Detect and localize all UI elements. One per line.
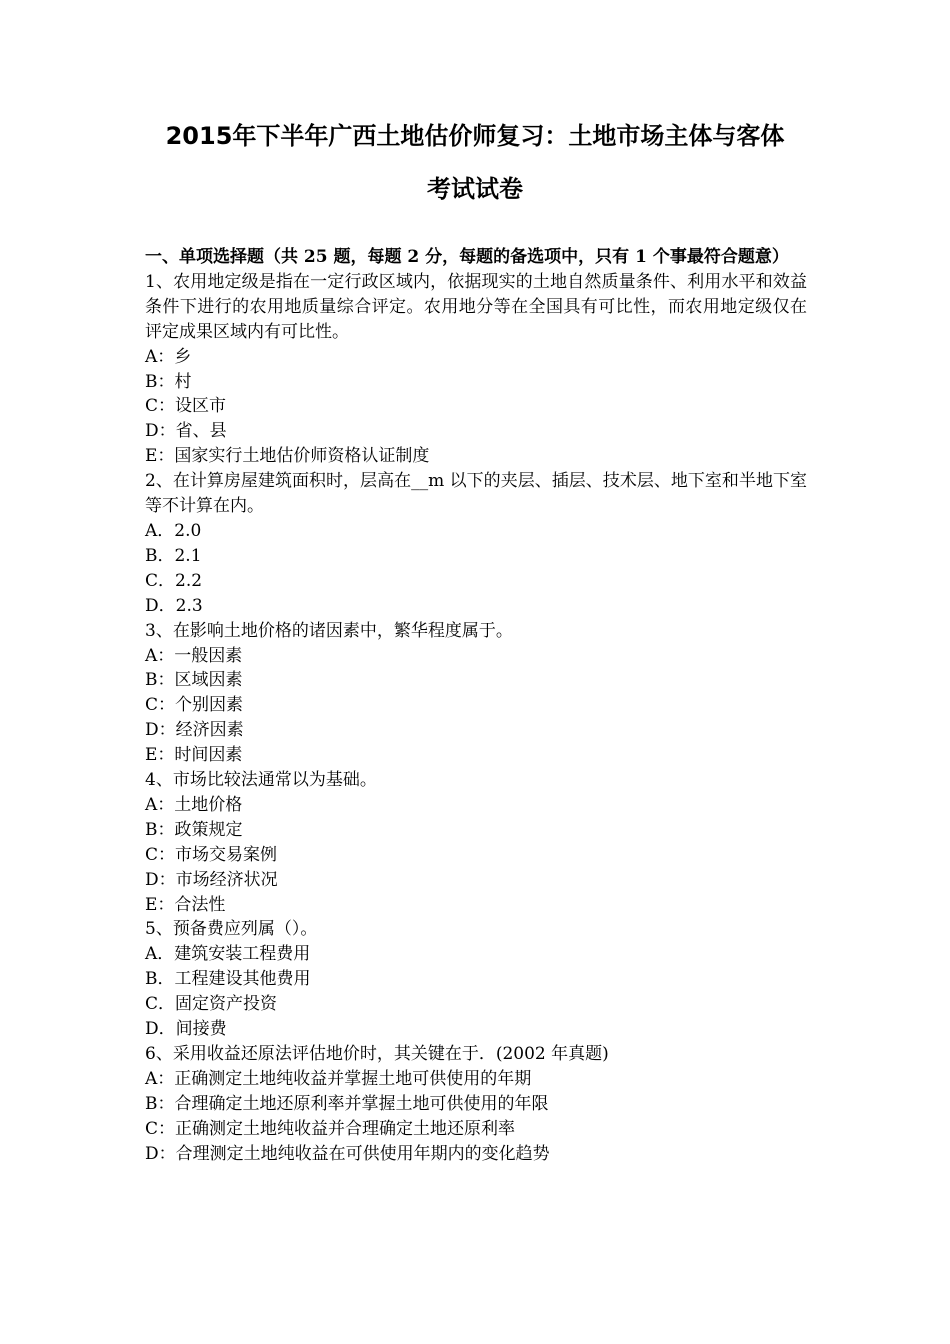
question-1: [145, 270, 807, 469]
question-3: [145, 619, 807, 768]
option-a: A：乡: [145, 346, 192, 367]
option-b: B：区域因素: [145, 670, 243, 691]
document-body: [145, 245, 807, 1167]
option-d: D：合理测定土地纯收益在可供使用年期内的变化趋势: [145, 1143, 550, 1164]
option-d: D．2.3: [145, 595, 203, 616]
option-a: A：正确测定土地纯收益并掌握土地可供使用的年期: [145, 1068, 532, 1089]
question-stem: 4、市场比较法通常以为基础。: [145, 770, 377, 791]
option-b: B：合理确定土地还原利率并掌握土地可供使用的年限: [145, 1093, 549, 1114]
option-c: C．2.2: [145, 570, 203, 591]
option-e: E：时间因素: [145, 745, 243, 766]
option-d: D：市场经济状况: [145, 869, 278, 890]
section-heading: 一、单项选择题（共 25 题，每题 2 分，每题的备选项中，只有 1 个事最符合题意）: [145, 247, 789, 267]
option-e: E：国家实行土地估价师资格认证制度: [145, 446, 430, 467]
option-b: B：政策规定: [145, 819, 243, 840]
option-a: A：一般因素: [145, 645, 243, 666]
option-b: B．工程建设其他费用: [145, 969, 311, 990]
question-stem: 3、在影响土地价格的诸因素中，繁华程度属于。: [145, 620, 513, 641]
option-d: D．间接费: [145, 1019, 227, 1040]
option-a: A：土地价格: [145, 794, 243, 815]
option-d: D：省、县: [145, 421, 227, 442]
option-c: C：设区市: [145, 396, 227, 417]
question-5: [145, 917, 807, 1042]
document-title-line-2: 考试试卷: [427, 175, 523, 203]
option-c: C：个别因素: [145, 695, 244, 716]
option-b: B．2.1: [145, 545, 202, 566]
question-stem: 1、农用地定级是指在一定行政区域内，依据现实的土地自然质量条件、利用水平和效益条件下进行的农用地质量综合评定。农用地分等在全国具有可比性，而农用地定级仅在评定成果区域内有可比性。: [145, 271, 807, 342]
question-2: [145, 469, 807, 618]
document-title-line-1: 2015年下半年广西土地估价师复习：土地市场主体与客体: [165, 122, 785, 150]
question-4: [145, 768, 807, 917]
option-b: B：村: [145, 371, 192, 392]
question-6: [145, 1042, 807, 1167]
option-a: A．2.0: [145, 520, 202, 541]
option-c: C：市场交易案例: [145, 844, 278, 865]
question-stem: 6、采用收益还原法评估地价时，其关键在于．(2002 年真题): [145, 1044, 609, 1064]
option-e: E：合法性: [145, 894, 226, 915]
question-stem: 2、在计算房屋建筑面积时，层高在__m 以下的夹层、插层、技术层、地下室和半地下室等不计算在内。: [145, 471, 807, 517]
option-c: C：正确测定土地纯收益并合理确定土地还原利率: [145, 1118, 516, 1139]
question-stem: 5、预备费应列属（）。: [145, 919, 318, 940]
option-a: A．建筑安装工程费用: [145, 944, 311, 965]
option-d: D：经济因素: [145, 720, 244, 741]
option-c: C．固定资产投资: [145, 994, 278, 1015]
